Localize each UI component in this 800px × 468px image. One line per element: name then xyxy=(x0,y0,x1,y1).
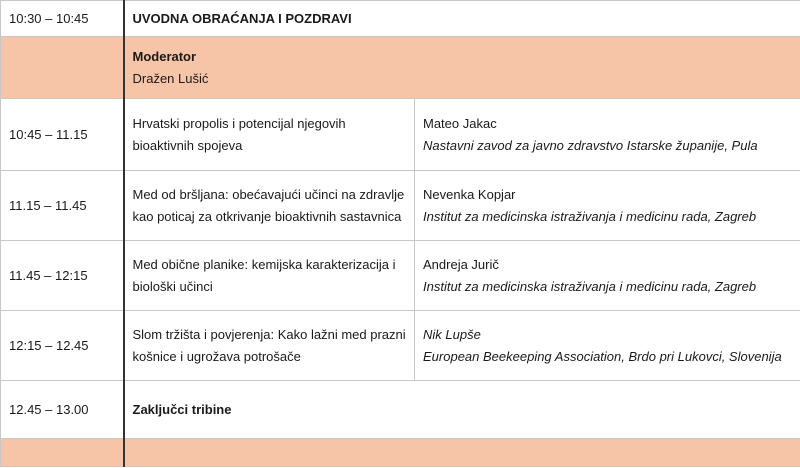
speaker-cell xyxy=(415,171,800,241)
speaker-affiliation: Nastavni zavod za javno zdravstvo Istarske županije, Pula xyxy=(423,137,758,153)
talk-title: Med obične planike: kemijska karakterizacija i biološki učinci xyxy=(124,241,415,311)
table-row xyxy=(1,241,800,311)
time-cell: 11.45 – 12:15 xyxy=(1,241,124,311)
talk-title: Slom tržišta i povjerenja: Kako lažni med prazni košnice i ugrožava potrošače xyxy=(124,311,415,381)
moderator-row xyxy=(1,37,800,99)
speaker-name: Andreja Jurič xyxy=(423,256,499,272)
time-cell-empty xyxy=(1,37,124,99)
footer-band-cell xyxy=(124,439,800,467)
speaker-name: Nevenka Kopjar xyxy=(423,186,516,202)
table-row xyxy=(1,1,800,37)
time-cell: 10:30 – 10:45 xyxy=(1,1,124,37)
speaker-name: Mateo Jakac xyxy=(423,115,497,131)
time-cell: 12.45 – 13.00 xyxy=(1,381,124,439)
table-row xyxy=(1,311,800,381)
speaker-affiliation: European Beekeeping Association, Brdo pri Lukovci, Slovenija xyxy=(423,348,782,364)
table-row xyxy=(1,99,800,171)
speaker-name: Nik Lupše xyxy=(423,326,481,342)
footer-band-cell xyxy=(1,439,124,467)
footer-band-row xyxy=(1,439,800,467)
table-row xyxy=(1,171,800,241)
talk-title: Med od bršljana: obećavajući učinci na zdravlje kao poticaj za otkrivanje bioaktivnih sastavnica xyxy=(124,171,415,241)
speaker-affiliation: Institut za medicinska istraživanja i medicinu rada, Zagreb xyxy=(423,278,757,294)
speaker-affiliation: Institut za medicinska istraživanja i medicinu rada, Zagreb xyxy=(423,208,757,224)
moderator-label: Moderator xyxy=(132,48,197,64)
moderator-name: Dražen Lušić xyxy=(132,70,209,86)
time-cell: 10:45 – 11.15 xyxy=(1,99,124,171)
speaker-cell xyxy=(415,99,800,171)
talk-title: Hrvatski propolis i potencijal njegovih bioaktivnih spojeva xyxy=(124,99,415,171)
speaker-cell xyxy=(415,241,800,311)
table-row xyxy=(1,381,800,439)
time-cell: 12:15 – 12.45 xyxy=(1,311,124,381)
session-title: Zaključci tribine xyxy=(124,381,800,439)
time-cell: 11.15 – 11.45 xyxy=(1,171,124,241)
moderator-cell xyxy=(124,37,800,99)
speaker-cell xyxy=(415,311,800,381)
session-title: UVODNA OBRAĆANJA I POZDRAVI xyxy=(124,1,800,37)
